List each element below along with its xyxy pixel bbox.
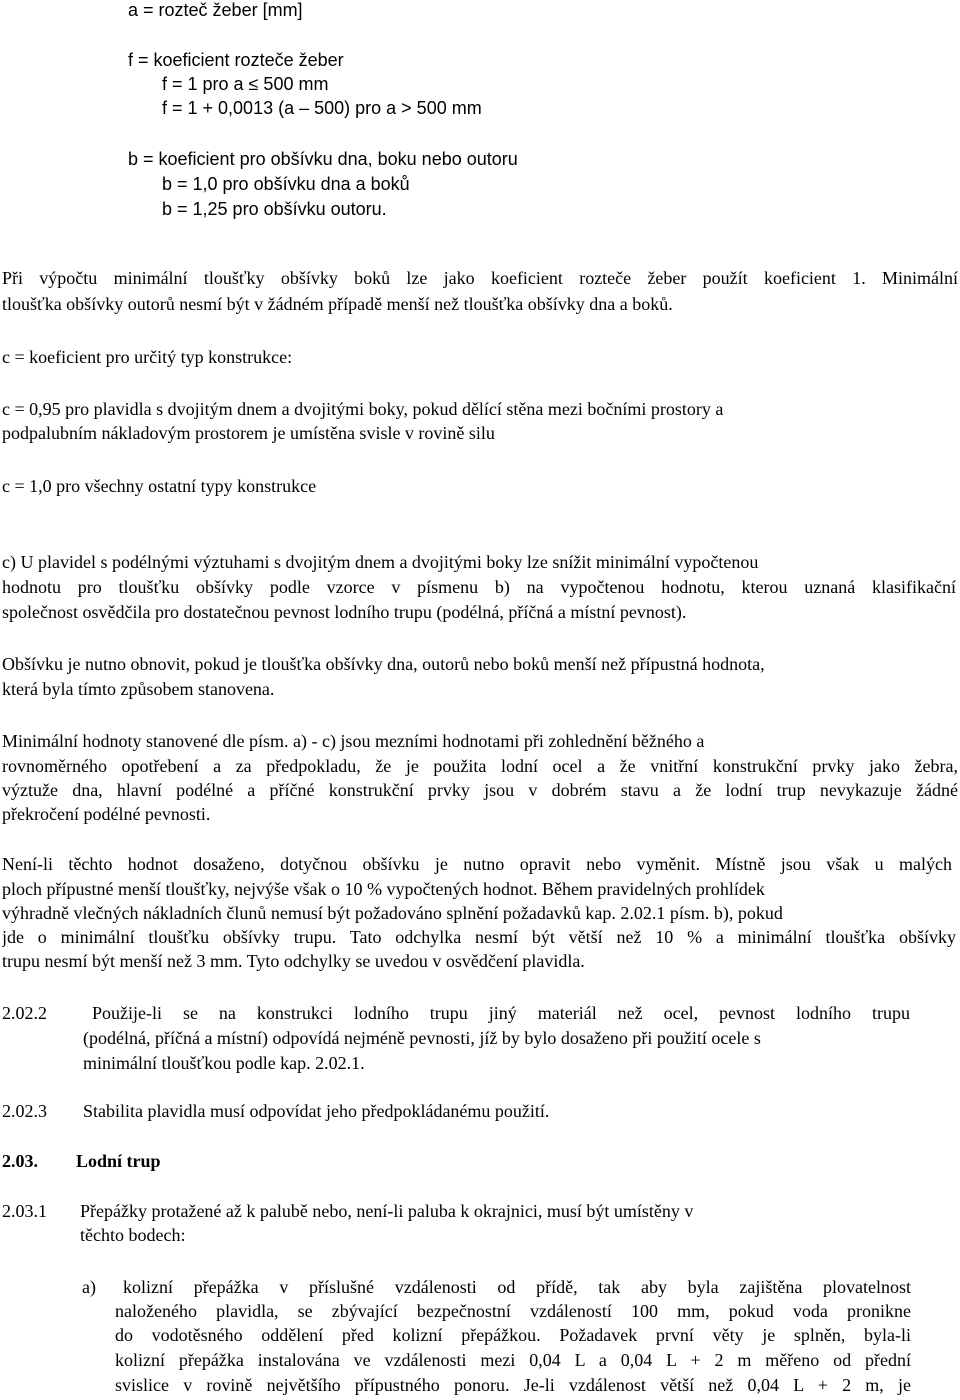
definition-a: a = rozteč žeber [mm] — [128, 0, 303, 20]
para-repair-line1: Není-li těchto hodnot dosaženo, dotyčnou obšívku je nutno opravit nebo vyměnit. Místně jsou však u malých — [2, 854, 952, 874]
section-2-03-1-line1: Přepážky protažené až k palubě nebo, není-li paluba k okrajnici, musí být umístěny v — [80, 1201, 694, 1221]
item-a-line3: do vodotěsného oddělení před kolizní přepážkou. Požadavek první věty je splněn, byla-li — [115, 1325, 911, 1345]
section-2-02-2-line1: Použije-li se na konstrukci lodního trupu jiný materiál než ocel, pevnost lodního trupu — [92, 1003, 910, 1023]
para-c-line1: c) U plavidel s podélnými výztuhami s dvojitým dnem a dvojitými boky lze snížit minimální vypočtenou — [2, 552, 759, 572]
item-a-line1: kolizní přepážka v příslušné vzdálenosti od přídě, tak aby byla zajištěna plovatelnost — [123, 1277, 911, 1297]
definition-f-case2: f = 1 + 0,0013 (a – 500) pro a > 500 mm — [162, 98, 482, 118]
c-case1-line1: c = 0,95 pro plavidla s dvojitým dnem a dvojitými boky, pokud dělící stěna mezi bočními prostory a — [2, 399, 724, 419]
section-2-02-2-line2: (podélná, příčná a místní) odpovídá nejméně pevnosti, jíž by bylo dosaženo při použití ocele s — [83, 1028, 761, 1048]
para-repair-line4: jde o minimální tloušťku obšívky trupu. Tato odchylka nesmí být větší než 10 % a minimální tloušťka obšívky — [2, 927, 956, 947]
definition-f-case1: f = 1 pro a ≤ 500 mm — [162, 74, 329, 94]
definition-b-case1: b = 1,0 pro obšívku dna a boků — [162, 174, 410, 194]
section-2-03-1-line2: těchto bodech: — [80, 1225, 186, 1245]
para-min-line1: Minimální hodnoty stanovené dle písm. a) - c) jsou mezními hodnotami při zohlednění běžného a — [2, 731, 705, 751]
item-a-line4: kolizní přepážka instalována ve vzdálenosti mezi 0,04 L a 0,04 L + 2 m měřeno od přední — [115, 1350, 911, 1370]
section-2-03-number: 2.03. — [2, 1151, 38, 1171]
section-2-02-3-text: Stabilita plavidla musí odpovídat jeho předpokládanému použití. — [83, 1101, 550, 1121]
paragraph-sides-line1: Při výpočtu minimální tloušťky obšívky boků lze jako koeficient rozteče žeber použít koeficient 1. Minimální — [2, 268, 958, 288]
item-a-label: a) — [82, 1277, 96, 1297]
section-2-02-3-number: 2.02.3 — [2, 1101, 47, 1121]
section-2-02-2-number: 2.02.2 — [2, 1003, 47, 1023]
para-renew-line2: která byla tímto způsobem stanovena. — [2, 679, 275, 699]
definition-f: f = koeficient rozteče žeber — [128, 50, 344, 70]
c-definition: c = koeficient pro určitý typ konstrukce: — [2, 347, 293, 367]
c-case2: c = 1,0 pro všechny ostatní typy konstrukce — [2, 476, 317, 496]
section-2-03-1-number: 2.03.1 — [2, 1201, 47, 1221]
definition-b: b = koeficient pro obšívku dna, boku nebo outoru — [128, 149, 518, 169]
para-min-line3: výztuže dna, hlavní podélné a příčné konstrukční prvky jsou v dobrém stavu a že lodní trup nevykazuje žádné — [2, 780, 958, 800]
para-c-line2: hodnotu pro tloušťku obšívky podle vzorce v písmenu b) na vypočtenou hodnotu, kterou uznaná klasifikační — [2, 577, 956, 597]
paragraph-sides-line2: tloušťka obšívky outorů nesmí být v žádném případě menší než tloušťka obšívky dna a boků. — [2, 294, 673, 314]
c-case1-line2: podpalubním nákladovým prostorem je umístěna svisle v rovině silu — [2, 423, 495, 443]
para-c-line3: společnost osvědčila pro dostatečnou pevnost lodního trupu (podélná, příčná a místní pevnost). — [2, 602, 687, 622]
section-2-03-title: Lodní trup — [76, 1151, 161, 1171]
item-a-line2: naloženého plavidla, se zbývající bezpečnostní vzdáleností 100 mm, pokud voda pronikne — [115, 1301, 911, 1321]
para-min-line2: rovnoměrného opotřebení a za předpokladu, že je použita lodní ocel a že vnitřní konstrukční prvky jako žebra, — [2, 756, 958, 776]
section-2-02-2-line3: minimální tloušťkou podle kap. 2.02.1. — [83, 1053, 365, 1073]
para-renew-line1: Obšívku je nutno obnovit, pokud je tloušťka obšívky dna, outorů nebo boků menší než přípustná hodnota, — [2, 654, 765, 674]
para-repair-line2: ploch přípustné menší tloušťky, nejvýše však o 10 % vypočtených hodnot. Během pravidelných prohlídek — [2, 879, 765, 899]
item-a-line5: svislice v rovině největšího přípustného ponoru. Je-li vzdálenost větší než 0,04 L + 2 m, je — [115, 1375, 911, 1395]
definition-b-case2: b = 1,25 pro obšívku outoru. — [162, 199, 387, 219]
para-repair-line3: výhradně vlečných nákladních člunů nemusí být požadováno splnění požadavků kap. 2.02.1 písm. b), pokud — [2, 903, 783, 923]
para-repair-line5: trupu nesmí být menší než 3 mm. Tyto odchylky se uvedou v osvědčení plavidla. — [2, 951, 585, 971]
para-min-line4: překročení podélné pevnosti. — [2, 804, 211, 824]
